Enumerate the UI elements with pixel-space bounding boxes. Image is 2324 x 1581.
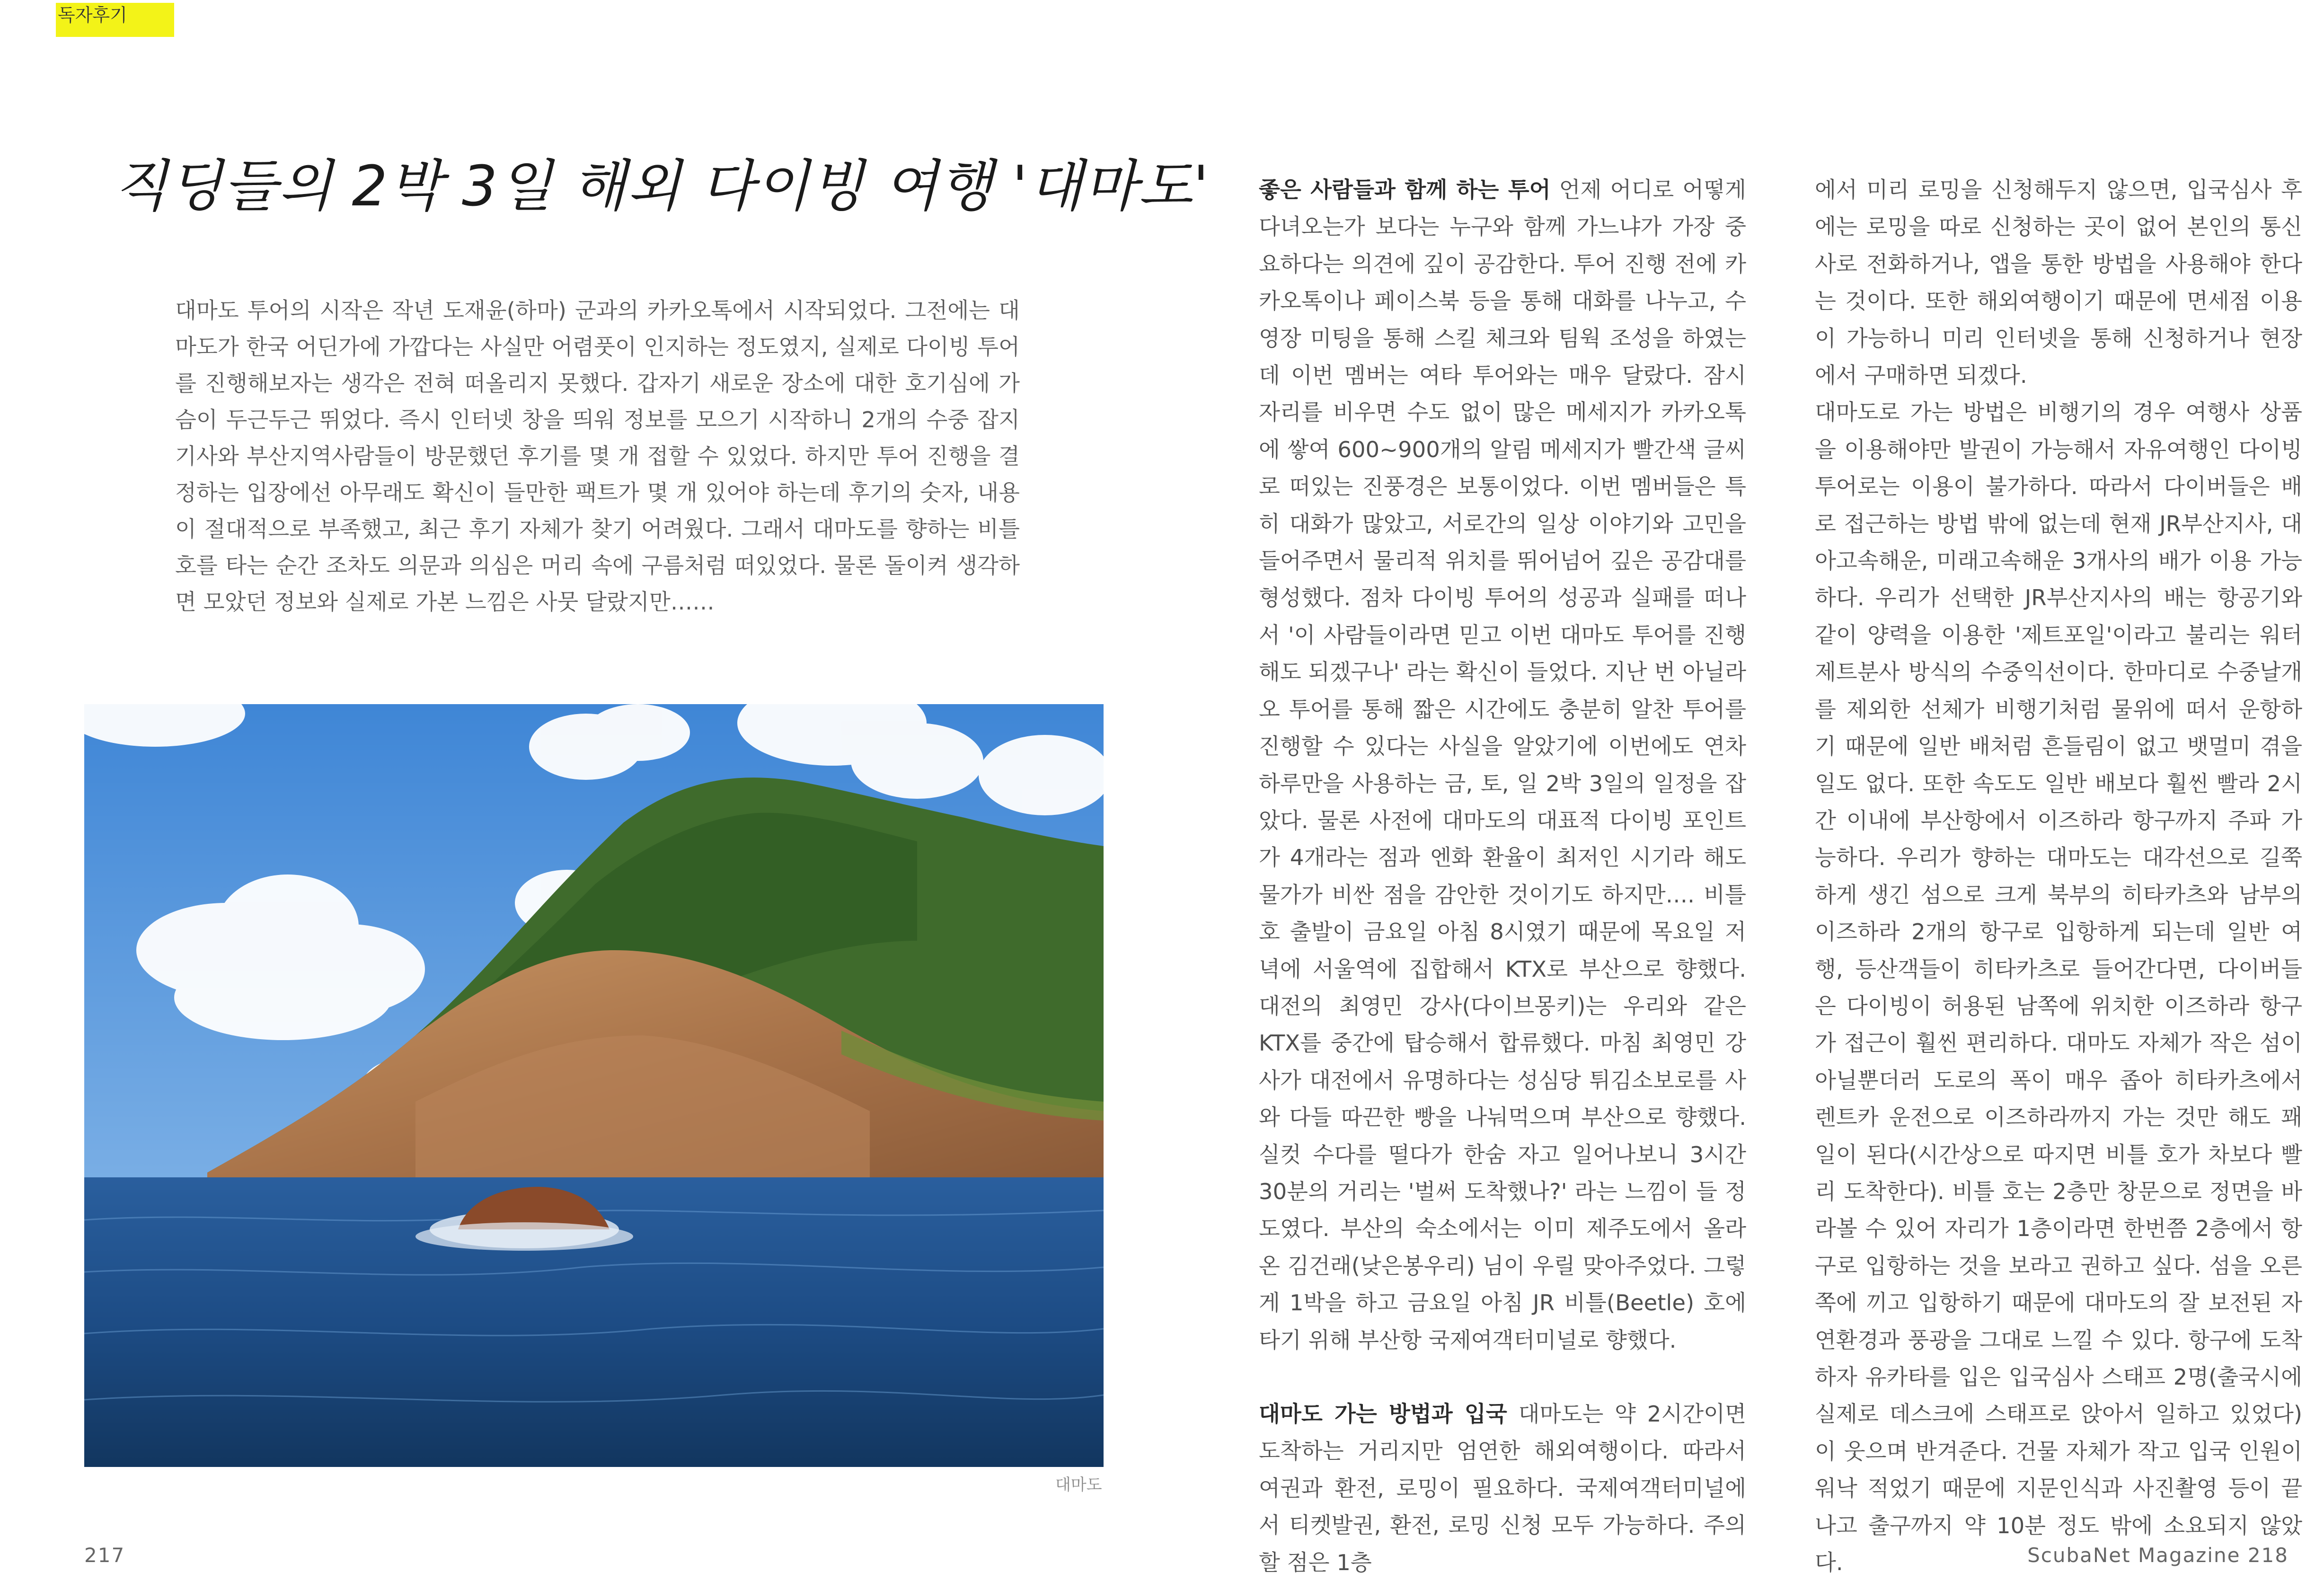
column1-paragraph-2 [1259,1396,1746,1581]
column2-paragraph-2: 대마도로 가는 방법은 비행기의 경우 여행사 상품을 이용해야만 발권이 가능해서 자유여행인 다이빙 투어로는 이용이 불가하다. 따라서 다이버들은 배로 접근하는 방법 밖에 없는데 현재 JR부산지사, 대아고속해운, 미래고속해운 3개사의 배가 이용 가능하다. 우리가 선택한 JR부산지사의 배는 항공기와 같이 양력을 이용한 '제트포일'이라고 불리는 워터제트분사 방식의 수중익선이다. 한마디로 수중날개를 제외한 선체가 비행기처럼 물위에 떠서 운항하기 때문에 일반 배처럼 흔들림이 없고 뱃멀미 겪을 일도 없다. 또한 속도도 일반 배보다 훨씬 빨라 2시간 이내에 부산항에서 이즈하라 항구까지 주파 가능하다. 우리가 향하는 대마도는 대각선으로 길쭉하게 생긴 섬으로 크게 북부의 히타카츠와 남부의 이즈하라 2개의 항구로 입항하게 되는데 일반 여행, 등산객들이 히타카츠로 들어간다면, 다이버들은 다이빙이 허용된 남쪽에 위치한 이즈하라 항구가 접근이 훨씬 편리하다. 대마도 자체가 작은 섬이 아닐뿐더러 도로의 폭이 매우 좁아 히타카츠에서 렌트카 운전으로 이즈하라까지 가는 것만 해도 꽤 일이 된다(시간상으로 따지면 비틀 호가 차보다 빨리 도착한다). 비틀 호는 2층만 창문으로 정면을 바라볼 수 있어 자리가 1층이라면 한번쯤 2층에서 항구로 입항하는 것을 보라고 권하고 싶다. 섬을 오른쪽에 끼고 입항하기 때문에 대마도의 잘 보전된 자연환경과 풍광을 그대로 느낄 수 있다. 항구에 도착하자 유카타를 입은 입국심사 스태프 2명(출국시에 실제로 데스크에 스태프로 앉아서 일하고 있었다)이 웃으며 반겨준다. 건물 자체가 작고 입국 인원이 워낙 적었기 때문에 지문인식과 사진촬영 등이 끝나고 출구까지 약 10분 정도 밖에 소요되지 않았다. [1815,399,2302,1576]
intro-paragraph: 대마도 투어의 시작은 작년 도재윤(하마) 군과의 카카오톡에서 시작되었다. 그전에는 대마도가 한국 어딘가에 가깝다는 사실만 어렴풋이 인지하는 정도였지, 실제로 다이빙 투어를 진행해보자는 생각은 전혀 떠올리지 못했다. 갑자기 새로운 장소에 대한 호기심에 가슴이 두근두근 뛰었다. 즉시 인터넷 창을 띄워 정보를 모으기 시작하니 2개의 수중 잡지기사와 부산지역사람들이 방문했던 후기를 몇 개 접할 수 있었다. 하지만 투어 진행을 결정하는 입장에선 아무래도 확신이 들만한 팩트가 몇 개 있어야 하는데 후기의 숫자, 내용이 절대적으로 부족했고, 최근 후기 자체가 찾기 어려웠다. 그래서 대마도를 향하는 비틀 호를 타는 순간 조차도 의문과 의심은 머리 속에 구름처럼 떠있었다. 물론 돌이켜 생각하면 모았던 정보와 실제로 가본 느낌은 사뭇 달랐지만…… [175,298,1020,615]
column1-paragraph-1 [1259,171,1746,1359]
section-tag: 독자후기 [56,3,174,37]
article-title: 직딩들의 2박 3일 해외 다이빙 여행 '대마도' [114,153,1210,219]
article-column-2 [1815,171,2302,1581]
subheading-good-people: 좋은 사람들과 함께 하는 투어 [1259,177,1551,203]
article-column-1 [1259,171,1746,1581]
right-page-footer: ScubaNet Magazine 218 [2027,1544,2289,1567]
photo-caption: 대마도 [1055,1475,1102,1494]
column1-paragraph-1-body: 언제 어디로 어떻게 다녀오는가 보다는 누구와 함께 가느냐가 가장 중요하다는 의견에 깊이 공감한다. 투어 진행 전에 카카오톡이나 페이스북 등을 통해 대화를 나누고, 수영장 미팅을 통해 스킬 체크와 팀웍 조성을 하였는데 이번 멤버는 여타 투어와는 매우 달랐다. 잠시 자리를 비우면 수도 없이 많은 메세지가 카카오톡에 쌓여 600~900개의 알림 메세지가 빨간색 글씨로 떠있는 진풍경은 보통이었다. 이번 멤버들은 특히 대화가 많았고, 서로간의 일상 이야기와 고민을 들어주면서 물리적 위치를 뛰어넘어 깊은 공감대를 형성했다. 점차 다이빙 투어의 성공과 실패를 떠나서 '이 사람들이라면 믿고 이번 대마도 투어를 진행해도 되겠구나' 라는 확신이 들었다. 지난 번 아닐라오 투어를 통해 짧은 시간에도 충분히 알찬 투어를 진행할 수 있다는 사실을 알았기에 이번에도 연차 하루만을 사용하는 금, 토, 일 2박 3일의 일정을 잡았다. 물론 사전에 대마도의 대표적 다이빙 포인트가 4개라는 점과 엔화 환율이 최저인 시기라 해도 물가가 비싼 점을 감안한 것이기도 하지만…. 비틀 호 출발이 금요일 아침 8시였기 때문에 목요일 저녁에 서울역에 집합해서 KTX로 부산으로 향했다. 대전의 최영민 강사(다이브몽키)는 우리와 같은 KTX를 중간에 탑승해서 합류했다. 마침 최영민 강사가 대전에서 유명하다는 성심당 튀김소보로를 사와 다들 따끈한 빵을 나눠먹으며 부산으로 향했다. 실컷 수다를 떨다가 한숨 자고 일어나보니 3시간 30분의 거리는 '벌써 도착했나?' 라는 느낌이 들 정도였다. 부산의 숙소에서는 이미 제주도에서 올라온 김건래(낮은봉우리) 님이 우릴 맞아주었다. 그렇게 1박을 하고 금요일 아침 JR 비틀(Beetle) 호에 타기 위해 부산항 국제여객터미널로 향했다. [1259,177,1746,1353]
subheading-how-to-go: 대마도 가는 방법과 입국 [1259,1401,1507,1427]
left-page-number: 217 [84,1544,125,1567]
island-photo [84,704,1104,1467]
column2-paragraph-1: 에서 미리 로밍을 신청해두지 않으면, 입국심사 후에는 로밍을 따로 신청하는 곳이 없어 본인의 통신사로 전화하거나, 앱을 통한 방법을 사용해야 한다는 것이다. 또한 해외여행이기 때문에 면세점 이용이 가능하니 미리 인터넷을 통해 신청하거나 현장에서 구매하면 되겠다. [1815,177,2302,389]
column1-paragraph-2-body: 대마도는 약 2시간이면 도착하는 거리지만 엄연한 해외여행이다. 따라서 여권과 환전, 로밍이 필요하다. 국제여객터미널에서 티켓발권, 환전, 로밍 신청 모두 가능하다. 주의할 점은 1층 [1259,1401,1746,1575]
